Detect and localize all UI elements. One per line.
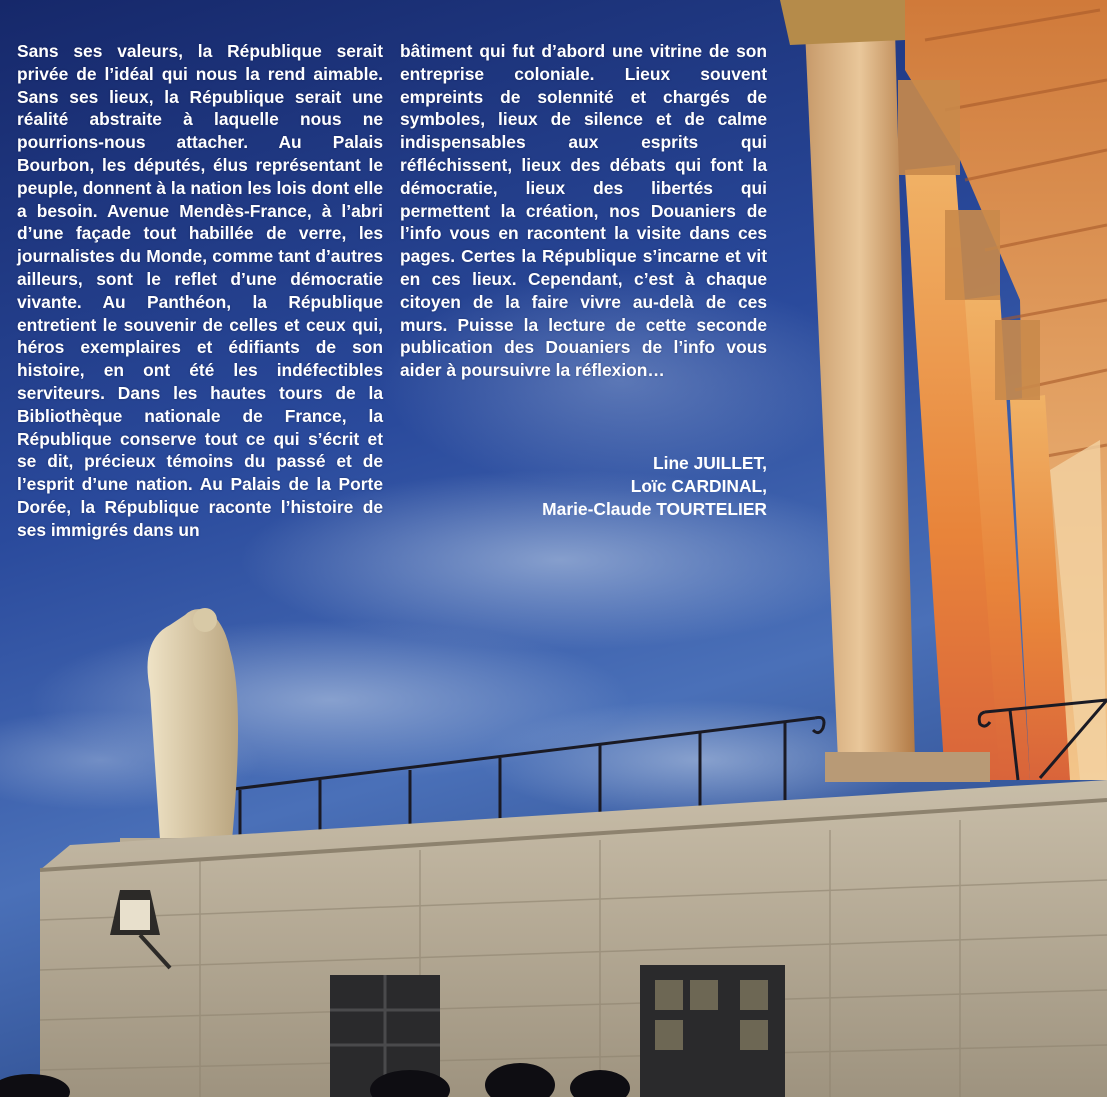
body-text-left-column: Sans ses valeurs, la République serait privée de l’idéal qui nous la rend aimable. Sans ses lieux, la République serait une réalité abstraite à laquelle nous ne pourrions-nous attacher. Au Palais Bourbon, les députés, élus représentant le peuple, donnent à la nation les lois dont elle a besoin. Avenue Mendès-France, à l’abri d’une façade tout habillée de verre, les journalistes du Monde, comme tant d’autres ailleurs, sont le reflet d’une démocratie vivante. Au Panthéon, la République entretient le souvenir de celles et ceux qui, héros exemplaires et édifiants de son histoire, en ont été les indéfectibles serviteurs. Dans les hautes tours de la Bibliothèque nationale de France, la République conserve tout ce qui s’écrit et se dit, précieux témoins du passé et de l’esprit d’une nation. Au Palais de la Porte Dorée, la République raconte l’histoire de ses immigrés dans un (17, 41, 383, 540)
signature-line: Line JUILLET, (652, 453, 767, 473)
signature-line: Loïc CARDINAL, (630, 475, 767, 496)
signature-line: Marie-Claude TOURTELIER (542, 498, 767, 519)
door (640, 965, 785, 1097)
author-signatures (430, 452, 767, 520)
body-text-right-column: bâtiment qui fut d’abord une vitrine de son entreprise coloniale. Lieux souvent empreints de solennité et chargés de symboles, lieux de silence et de calme indispensables aux esprits qui réfléchissent, lieux des débats qui font la démocratie, lieux des libertés qui permettent la création, nos Douaniers de l’info vous en racontent la visite dans ces pages. Certes la République s’incarne et vit en ces lieux. Cependant, c’est à chaque citoyen de la faire vivre au-delà de ces murs. Puisse la lecture de cette seconde publication des Douaniers de l’info vous aider à poursuivre la réflexion… (400, 41, 767, 381)
